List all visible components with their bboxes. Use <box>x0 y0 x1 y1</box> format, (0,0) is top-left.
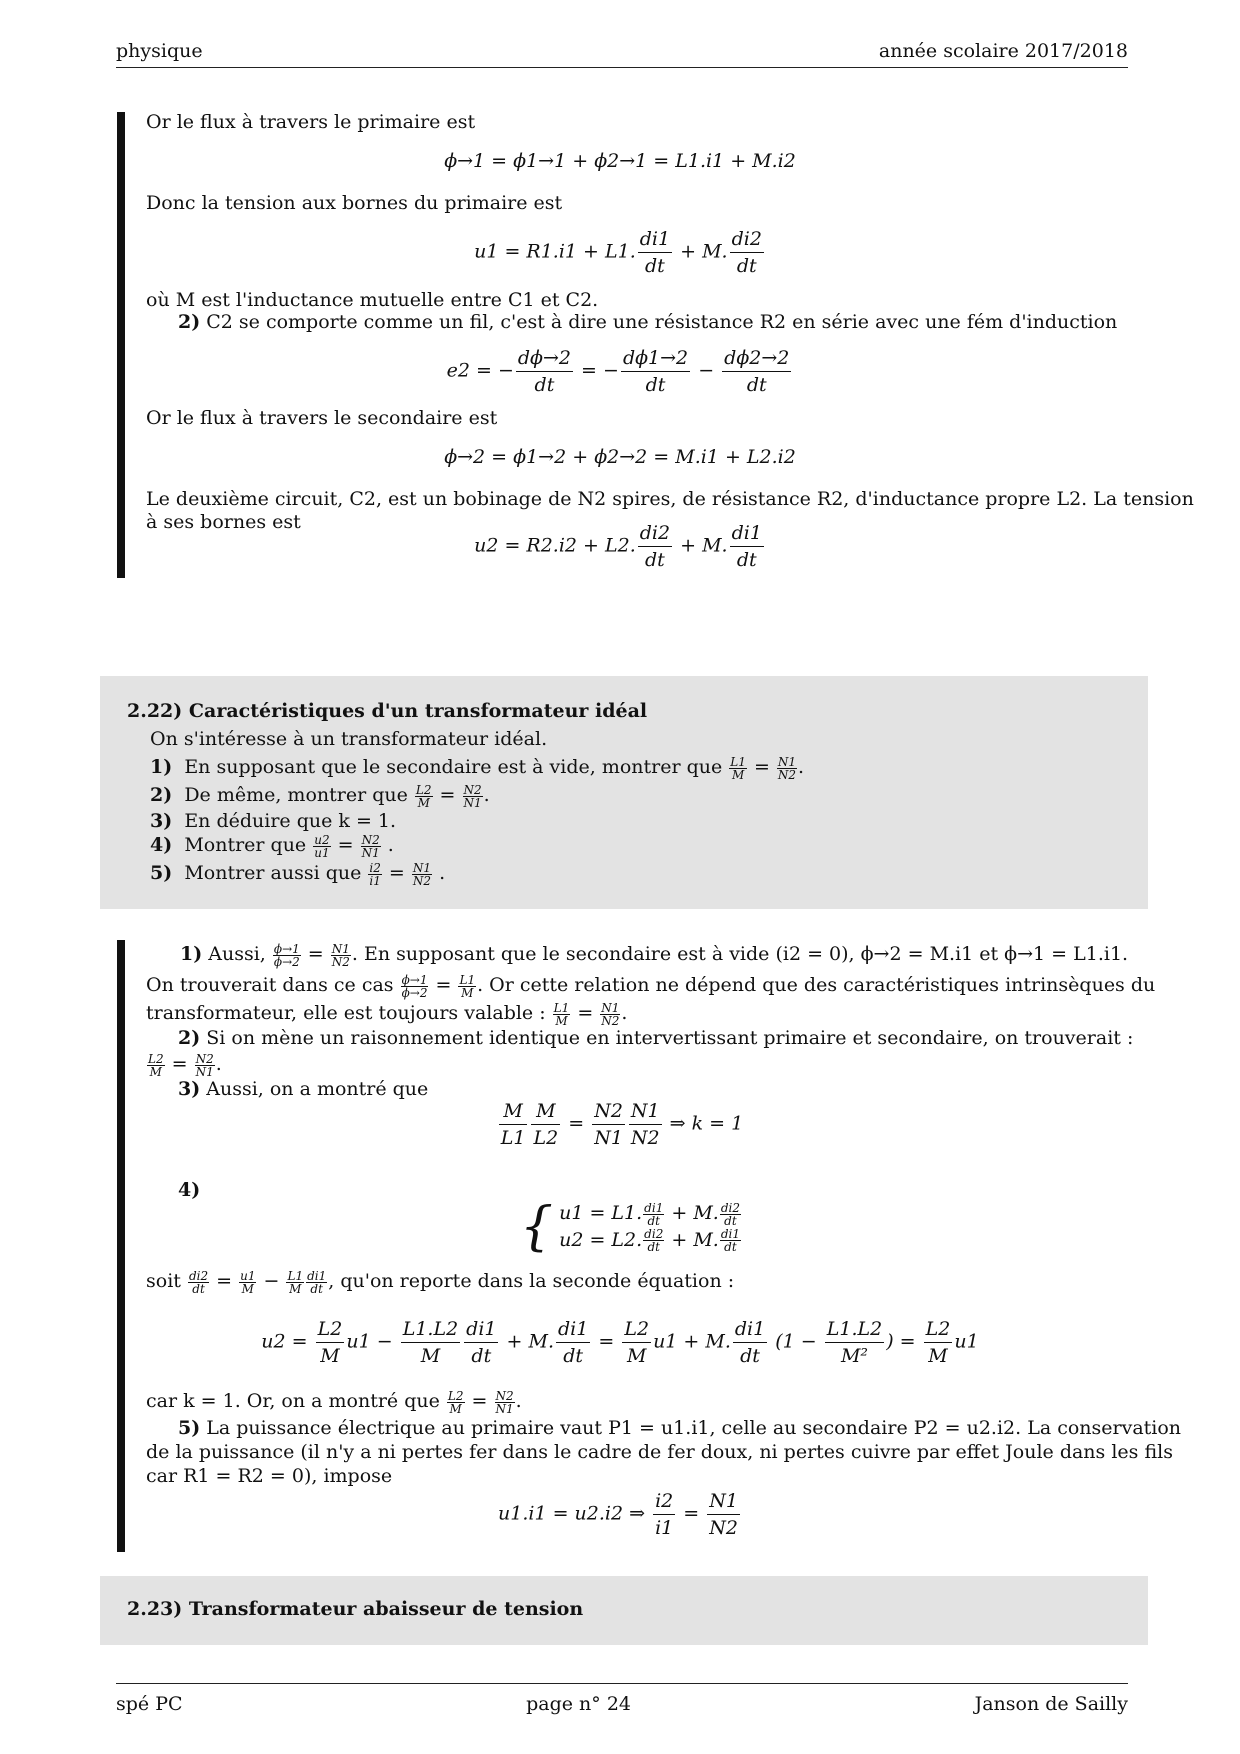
numerator: L1 <box>730 754 746 769</box>
numerator: di2 <box>188 1268 209 1283</box>
exercise-intro: On s'intéresse à un transformateur idéal. <box>150 728 548 750</box>
item-text: . En supposant que le secondaire est à vide (i2 = 0), ϕ→2 = M.i1 et ϕ→1 = L1.i1. <box>351 943 1129 965</box>
numerator: di1 <box>307 1268 327 1283</box>
denominator: N2 <box>331 954 350 969</box>
denominator: dt <box>724 1213 737 1228</box>
fraction <box>464 1316 498 1369</box>
denominator: N2 <box>601 1013 620 1028</box>
equation-k: $\frac{M}{L1}$ $\frac{M}{L2}$ = $\frac{N2}{N1}$ $\frac{N1}{N2}$ ⇒ k = 1 <box>500 1100 744 1149</box>
numerator: M <box>531 1098 560 1125</box>
denominator: N1 <box>195 1064 214 1079</box>
eq-part: = <box>598 1330 615 1353</box>
numerator: L2 <box>148 1051 164 1066</box>
fraction <box>730 226 764 279</box>
fraction <box>729 756 747 781</box>
item-text: De même, montrer que <box>184 784 408 806</box>
numerator: u2 <box>314 832 330 847</box>
numerator: N2 <box>592 1098 625 1125</box>
numerator: ϕ→1 <box>401 972 428 987</box>
numerator: di2 <box>638 520 672 547</box>
question-2: 2) De même, montrer que $\frac{L2}{M}$ = $\frac{N2}{N1}$ . <box>150 782 490 810</box>
footer-class: spé PC <box>116 1693 183 1715</box>
equation-u2-result <box>0 1316 1240 1369</box>
denominator: N2 <box>412 873 432 888</box>
numerator: N1 <box>707 1488 740 1515</box>
fraction <box>188 1270 209 1295</box>
fraction <box>239 1270 256 1295</box>
denominator: M <box>731 767 745 782</box>
fraction <box>499 1098 528 1151</box>
fraction <box>412 862 432 887</box>
item-number: 1) <box>150 756 173 778</box>
numerator: L1 <box>287 1268 304 1283</box>
numerator: N2 <box>361 832 380 847</box>
denominator: dt <box>645 549 665 571</box>
eq-part: = − <box>575 359 619 382</box>
numerator: ϕ→1 <box>273 941 300 956</box>
numerator: N1 <box>412 860 432 875</box>
denominator: M <box>626 1345 647 1367</box>
denominator: M <box>420 1345 441 1367</box>
numerator: M <box>499 1098 528 1125</box>
eq-part: + M. <box>665 1228 719 1251</box>
fraction <box>720 1228 741 1253</box>
fraction <box>401 974 429 999</box>
item-text: On trouverait dans ce cas <box>146 974 394 996</box>
denominator: L2 <box>533 1127 559 1149</box>
exercise-title: 2.22) Caractéristiques d'un transformateur idéal <box>127 700 648 722</box>
eq-part: + M. <box>506 1330 554 1353</box>
numerator: N1 <box>629 1098 662 1125</box>
denominator: N1 <box>495 1401 514 1416</box>
eq-part: u1 = R1.i1 + L1. <box>474 240 636 263</box>
text-line: car R1 = R2 = 0), impose <box>146 1465 393 1487</box>
denominator: u1 <box>314 845 330 860</box>
equation-e2 <box>0 345 1240 398</box>
denominator: ϕ→2 <box>401 985 428 1000</box>
text-line <box>178 1178 200 1202</box>
item-number: 5) <box>150 862 173 884</box>
question-3 <box>150 808 396 834</box>
eq-part: ) = <box>886 1330 916 1353</box>
numerator: i2 <box>653 1488 675 1515</box>
denominator: M <box>289 1281 302 1296</box>
fraction <box>730 520 764 573</box>
fraction <box>147 1053 165 1078</box>
text-line: transformateur, elle est toujours valable : $\frac{L1}{M}$ = $\frac{N1}{N2}$ . <box>146 1000 628 1028</box>
fraction <box>447 1390 465 1415</box>
denominator: dt <box>736 255 757 277</box>
fraction <box>313 834 330 859</box>
fraction <box>368 862 381 887</box>
page-header <box>116 40 1128 68</box>
fraction <box>777 756 797 781</box>
fraction <box>707 1488 740 1541</box>
numerator: N2 <box>463 782 482 797</box>
denominator: L1 <box>500 1127 526 1149</box>
text-line: Or le flux à travers le secondaire est <box>146 407 498 429</box>
denominator: dt <box>647 1240 660 1254</box>
item-text: transformateur, elle est toujours valable : <box>146 1002 546 1024</box>
numerator: L2 <box>415 782 432 797</box>
numerator: di2 <box>730 226 764 253</box>
item-text: En déduire que k = 1. <box>184 810 397 832</box>
item-number: 2) <box>178 311 201 333</box>
text-line: $\frac{L2}{M}$ = $\frac{N2}{N1}$ . <box>148 1051 222 1079</box>
denominator: i1 <box>655 1517 674 1539</box>
numerator: di1 <box>644 1200 664 1215</box>
denominator: dt <box>192 1281 205 1296</box>
fraction <box>516 345 573 398</box>
denominator: M <box>241 1281 254 1296</box>
denominator: M <box>320 1345 340 1367</box>
eq-part: − <box>692 359 721 382</box>
fraction <box>361 834 381 859</box>
denominator: N1 <box>361 845 380 860</box>
denominator: ϕ→2 <box>273 954 300 969</box>
numerator: di2 <box>720 1200 740 1215</box>
fraction <box>825 1316 884 1369</box>
numerator: N2 <box>495 1388 514 1403</box>
numerator: N1 <box>601 1000 620 1015</box>
text-line: Donc la tension aux bornes du primaire est <box>146 192 563 214</box>
numerator: N1 <box>331 941 350 956</box>
denominator: M <box>417 795 430 810</box>
system-line-2 <box>559 1227 742 1254</box>
eq-part: = <box>683 1502 700 1525</box>
fraction <box>638 520 672 573</box>
eq-part: u1.i1 = u2.i2 ⇒ <box>498 1502 646 1525</box>
eq-part: e2 = − <box>446 359 514 382</box>
fraction <box>733 1316 767 1369</box>
fraction <box>458 974 476 999</box>
header-year: année scolaire 2017/2018 <box>878 40 1128 62</box>
numerator: dϕ1→2 <box>621 345 690 372</box>
item-number: 5) <box>178 1417 201 1439</box>
fraction <box>306 1270 327 1295</box>
denominator: N1 <box>463 795 482 810</box>
denominator: dt <box>534 374 555 396</box>
equation-system <box>520 1196 742 1257</box>
denominator: dt <box>746 374 767 396</box>
item-text: Aussi, on a montré que <box>200 1078 429 1100</box>
denominator: dt <box>471 1345 492 1367</box>
denominator: dt <box>645 255 665 277</box>
denominator: dt <box>645 374 666 396</box>
equation-u1 <box>0 226 1240 279</box>
item-text: En supposant que le secondaire est à vide, montrer que <box>184 756 723 778</box>
numerator: di1 <box>720 1227 740 1241</box>
denominator: dt <box>310 1281 323 1296</box>
fraction <box>600 1002 620 1027</box>
denominator: N1 <box>594 1127 623 1149</box>
denominator: M <box>555 1013 568 1028</box>
numerator: dϕ2→2 <box>722 345 791 372</box>
fraction <box>629 1098 662 1151</box>
numerator: i2 <box>369 860 381 875</box>
question-1: 1) En supposant que le secondaire est à vide, montrer que $\frac{L1}{M}$ = $\frac{N1}{N2}$ . <box>150 754 805 782</box>
numerator: L1 <box>553 1000 570 1015</box>
text-line: 1) Aussi, $\frac{\phi\to 1}{\phi\to 2}$ = $\frac{N1}{N2}$ . En supposant que le secondaire est à vide (i2 = 0), ϕ→2 = M.i1 et ϕ→1 = L1.i1. <box>180 941 1129 969</box>
item-text: , qu'on reporte dans la seconde équation : <box>328 1270 735 1292</box>
text-line: Or le flux à travers le primaire est <box>146 111 476 133</box>
exercise-box <box>100 1576 1148 1645</box>
fraction <box>643 1202 664 1227</box>
item-text: car k = 1. Or, on a montré que <box>146 1390 440 1412</box>
fraction <box>720 1202 741 1227</box>
numerator: L2 <box>316 1316 345 1343</box>
fraction <box>331 943 351 968</box>
numerator: L2 <box>622 1316 651 1343</box>
denominator: i1 <box>369 873 381 888</box>
denominator: M² <box>840 1345 869 1367</box>
denominator: dt <box>724 1240 737 1254</box>
denominator: N2 <box>630 1127 660 1149</box>
fraction <box>195 1053 215 1078</box>
fraction <box>286 1270 304 1295</box>
equation-power <box>0 1488 1240 1541</box>
text-line: à ses bornes est <box>146 511 301 533</box>
item-number: 4) <box>150 834 173 856</box>
item-text: Montrer aussi que <box>184 862 362 884</box>
numerator: L1 <box>459 972 476 987</box>
numerator: u1 <box>240 1268 256 1283</box>
eq-part: + M. <box>665 1202 719 1224</box>
fraction <box>415 784 433 809</box>
fraction <box>553 1002 571 1027</box>
fraction <box>273 943 301 968</box>
fraction <box>621 345 690 398</box>
eq-part: u2 = <box>261 1330 308 1353</box>
fraction <box>924 1316 953 1369</box>
numerator: di1 <box>638 226 672 253</box>
text-line: où M est l'inductance mutuelle entre C1 et C2. <box>146 289 599 311</box>
header-subject: physique <box>116 40 203 62</box>
numerator: dϕ→2 <box>516 345 573 372</box>
text-line <box>178 310 1117 334</box>
fraction <box>531 1098 560 1151</box>
question-4: 4) Montrer que $\frac{u2}{u1}$ = $\frac{N2}{N1}$ . <box>150 832 394 860</box>
numerator: di1 <box>464 1316 498 1343</box>
eq-part: + M. <box>674 534 728 557</box>
system-line-1 <box>559 1200 742 1227</box>
fraction <box>463 784 483 809</box>
equation-flux-primary: ϕ→1 = ϕ1→1 + ϕ2→1 = L1.i1 + M.i2 <box>444 150 796 172</box>
eq-part: u1 − <box>346 1330 393 1353</box>
item-text: . Or cette relation ne dépend que des caractéristiques intrinsèques du <box>477 974 1156 996</box>
item-text: Montrer que <box>184 834 307 856</box>
footer-school: Janson de Sailly <box>974 1693 1128 1715</box>
item-number: 3) <box>150 810 173 832</box>
item-number: 4) <box>178 1179 201 1201</box>
numerator: di2 <box>644 1227 664 1241</box>
eq-part: ⇒ k = 1 <box>663 1112 744 1135</box>
fraction <box>495 1390 515 1415</box>
denominator: M <box>449 1401 462 1416</box>
eq-part: u2 = R2.i2 + L2. <box>474 534 636 557</box>
text-line: soit $\frac{di2}{dt}$ = $\frac{u1}{M}$ − $\frac{L1}{M}$ $\frac{di1}{dt}$ , qu'on reporte dans la seconde équation : <box>146 1268 735 1296</box>
fraction <box>638 226 672 279</box>
denominator: M <box>149 1064 162 1079</box>
fraction <box>653 1488 675 1541</box>
denominator: M <box>461 985 474 1000</box>
eq-part: u1 + M. <box>653 1330 731 1353</box>
item-text: Si on mène un raisonnement identique en intervertissant primaire et secondaire, on trouverait : <box>200 1027 1134 1049</box>
text-line <box>178 1416 1181 1440</box>
solution-bar <box>117 940 125 1552</box>
fraction <box>556 1316 590 1369</box>
eq-part: u1 = L1. <box>559 1202 643 1224</box>
numerator: L2 <box>924 1316 953 1343</box>
numerator: L1.L2 <box>825 1316 884 1343</box>
text-line: car k = 1. Or, on a montré que $\frac{L2}{M}$ = $\frac{N2}{N1}$ . <box>146 1388 522 1416</box>
eq-part: u2 = L2. <box>559 1228 643 1251</box>
numerator: N2 <box>195 1051 214 1066</box>
item-number: 2) <box>178 1027 201 1049</box>
item-text: La puissance électrique au primaire vaut P1 = u1.i1, celle au secondaire P2 = u2.i2. La conservation <box>200 1417 1182 1439</box>
item-number: 2) <box>150 784 173 806</box>
item-number: 3) <box>178 1078 201 1100</box>
item-text: C2 se comporte comme un fil, c'est à dire une résistance R2 en série avec une fém d'induction <box>200 311 1118 333</box>
numerator: L2 <box>447 1388 464 1403</box>
brace-symbol: { <box>520 1196 554 1257</box>
text-line: On trouverait dans ce cas $\frac{\phi\to 1}{\phi\to 2}$ = $\frac{L1}{M}$ . Or cette relation ne dépend que des caractéristiques intrinsèques du <box>146 972 1156 1000</box>
text-line <box>178 1026 1133 1050</box>
fraction <box>622 1316 651 1369</box>
eq-part: + M. <box>674 240 728 263</box>
denominator: dt <box>563 1345 584 1367</box>
text-line: Le deuxième circuit, C2, est un bobinage de N2 spires, de résistance R2, d'inductance propre L2. La tension <box>146 488 1194 510</box>
text-line: de la puissance (il n'y a ni pertes fer dans le cadre de fer doux, ni pertes cuivre par effet Joule dans les fils <box>146 1441 1173 1463</box>
question-5: 5) Montrer aussi que $\frac{i2}{i1}$ = $\frac{N1}{N2}$ . <box>150 860 446 888</box>
equation-flux-secondary: ϕ→2 = ϕ1→2 + ϕ2→2 = M.i1 + L2.i2 <box>444 446 796 468</box>
denominator: N2 <box>709 1517 738 1539</box>
footer-page-number: page n° 24 <box>526 1693 631 1715</box>
item-text: Aussi, <box>202 943 266 965</box>
exercise-box <box>100 676 1148 909</box>
page-footer <box>116 1683 1128 1724</box>
numerator: N1 <box>777 754 797 769</box>
fraction <box>722 345 791 398</box>
numerator: di1 <box>733 1316 767 1343</box>
denominator: N2 <box>777 767 797 782</box>
eq-part: u1 <box>954 1330 979 1353</box>
fraction <box>592 1098 625 1151</box>
item-number: 1) <box>180 943 203 965</box>
eq-part: (1 − <box>775 1330 817 1353</box>
fraction <box>643 1228 664 1253</box>
denominator: dt <box>647 1213 660 1228</box>
exercise-title: 2.23) Transformateur abaisseur de tension <box>127 1598 584 1620</box>
numerator: di1 <box>556 1316 590 1343</box>
numerator: di1 <box>730 520 764 547</box>
fraction <box>316 1316 345 1369</box>
denominator: M <box>928 1345 948 1367</box>
denominator: dt <box>740 1345 760 1367</box>
equation-u2 <box>0 520 1240 573</box>
system-lines <box>559 1200 742 1253</box>
numerator: L1.L2 <box>401 1316 460 1343</box>
fraction <box>401 1316 460 1369</box>
denominator: dt <box>736 549 757 571</box>
item-text: soit <box>146 1270 181 1292</box>
